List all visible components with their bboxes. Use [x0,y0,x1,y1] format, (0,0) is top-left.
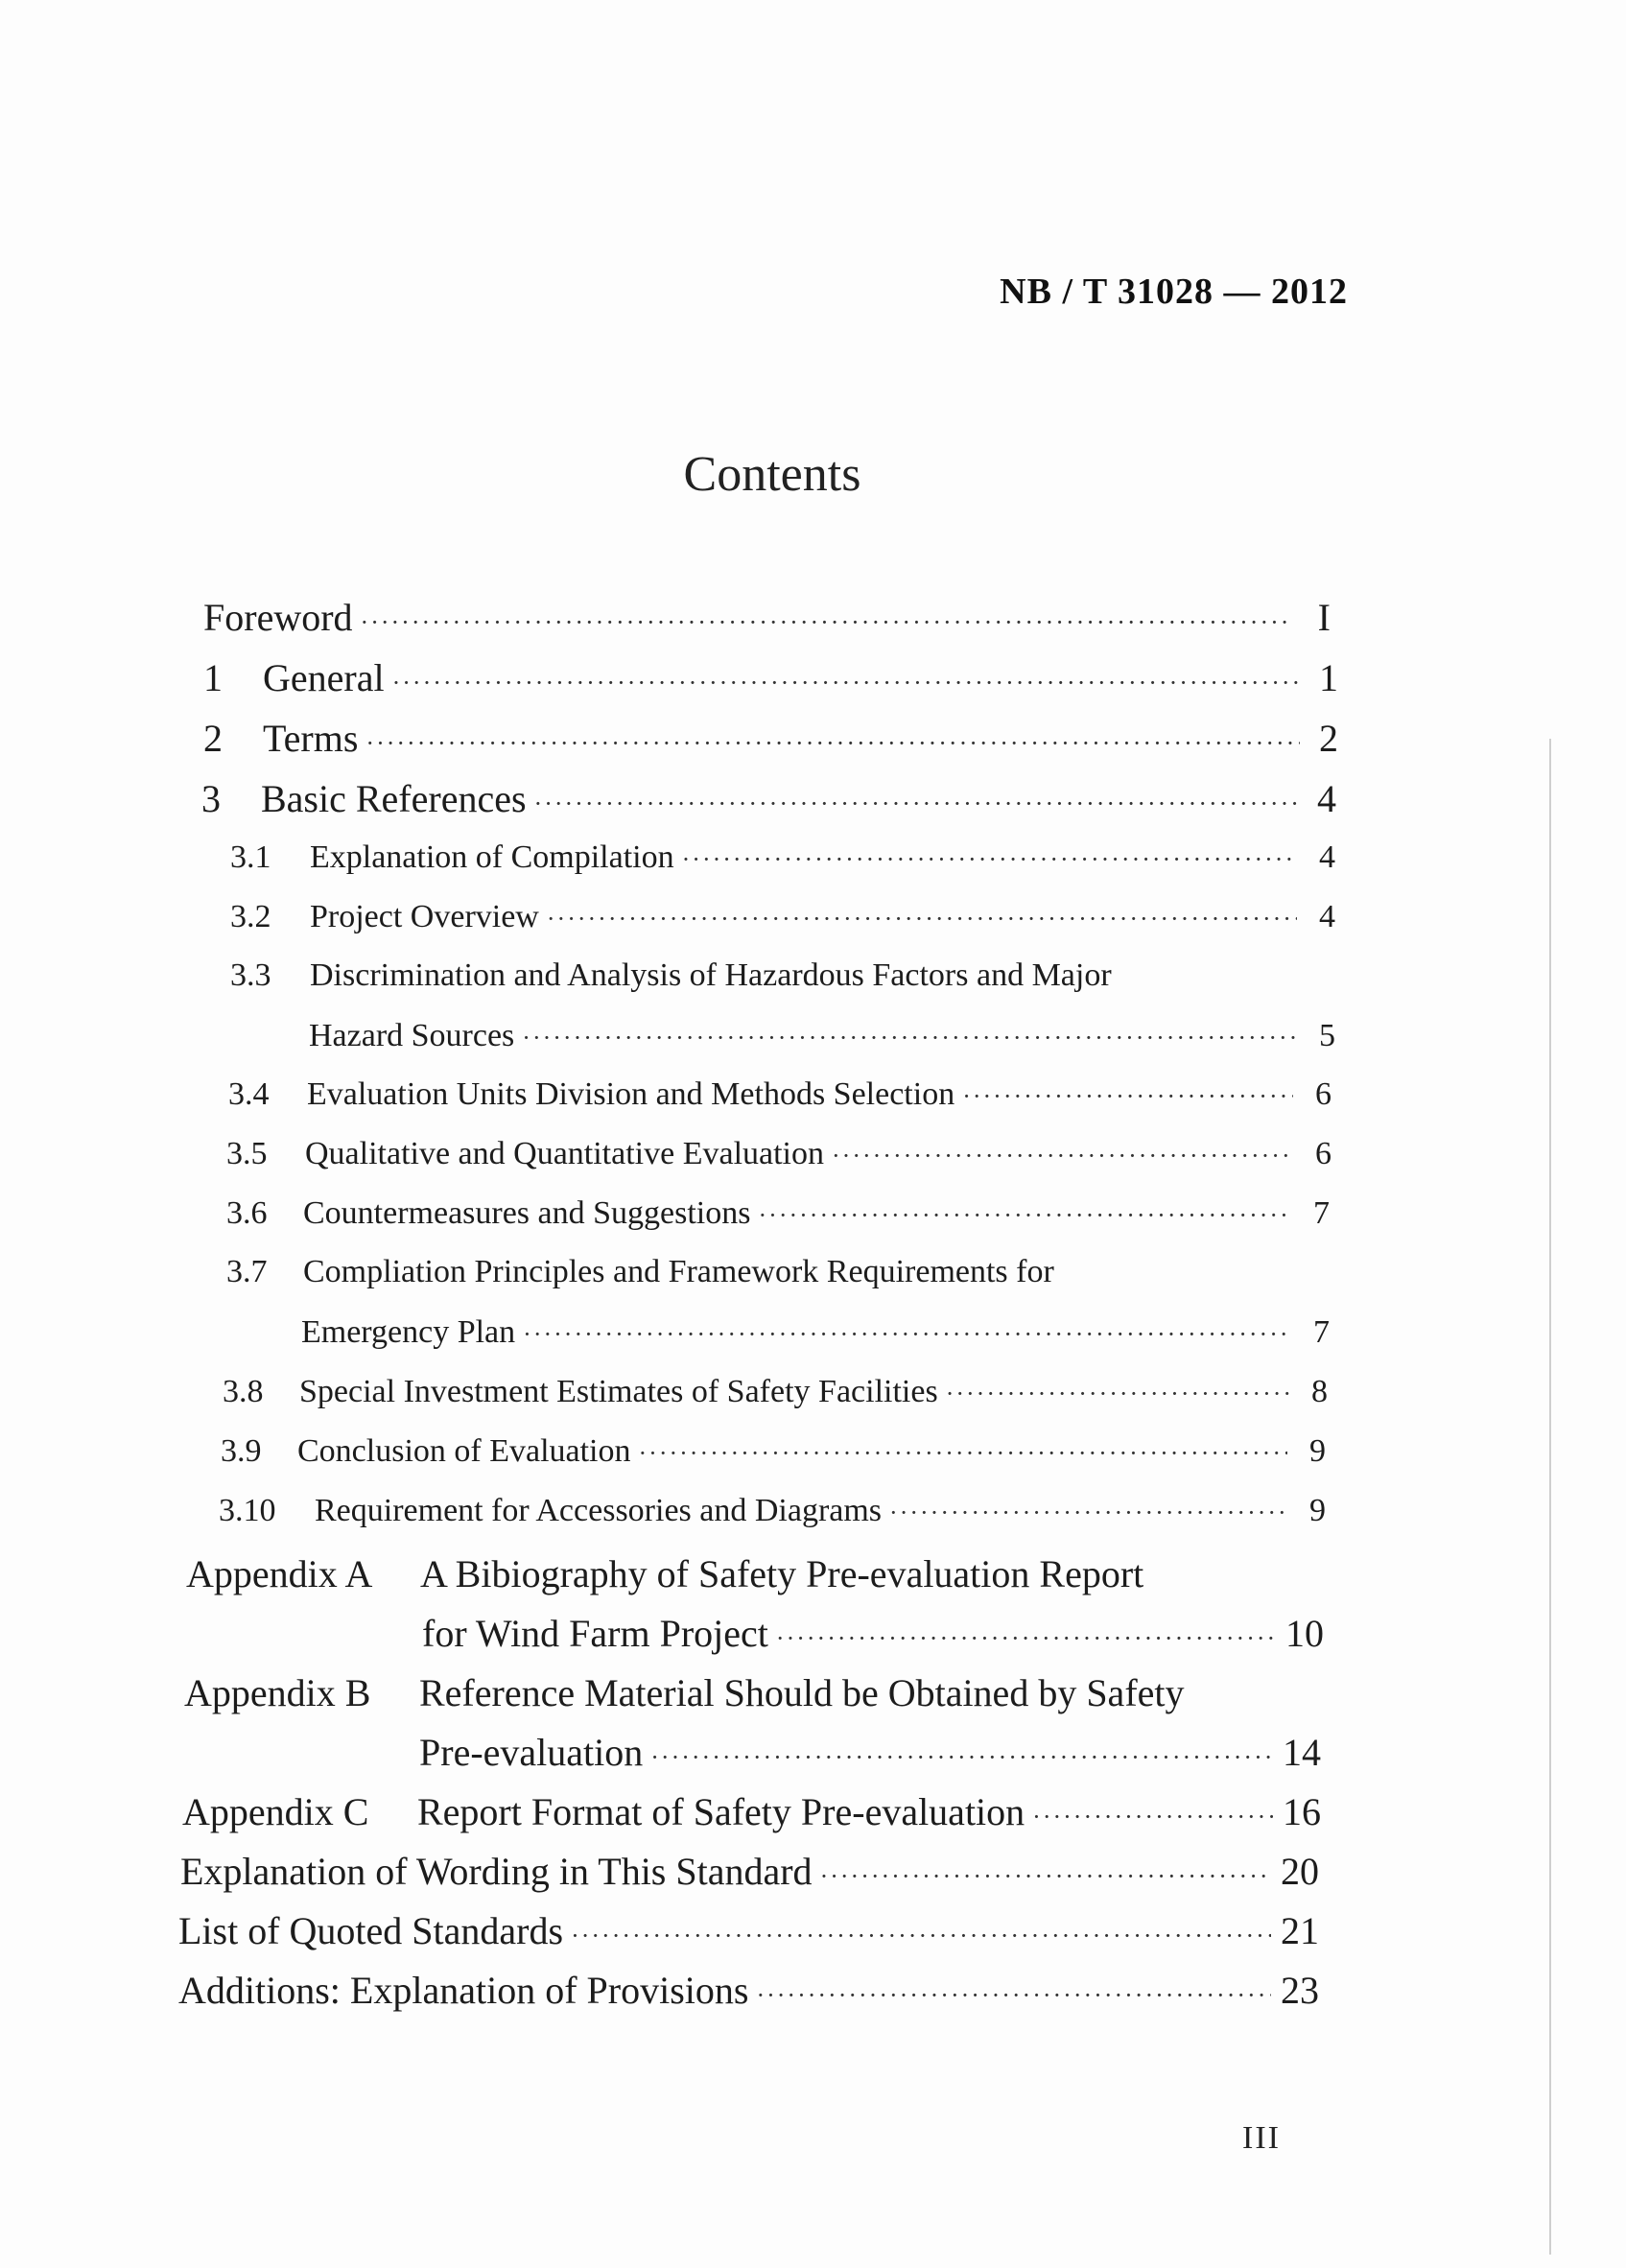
toc-entry-appendix-a-first-line [186,1551,1143,1596]
toc-page: 23 [1281,1969,1319,2012]
toc-number: Appendix B [184,1671,371,1714]
toc-page: 4 [1319,899,1335,934]
toc-leader [547,905,1297,933]
toc-page: 20 [1281,1850,1319,1893]
toc-page: 6 [1315,1136,1331,1171]
toc-page: 16 [1283,1790,1321,1833]
toc-label: Conclusion of Evaluation [297,1433,631,1469]
toc-number: 3.8 [223,1374,264,1409]
toc-label: Countermeasures and Suggestions [303,1195,751,1231]
toc-page: 1 [1319,656,1338,699]
toc-entry-quoted-standards [178,1908,1319,1966]
toc-leader [889,1499,1287,1527]
toc-page: 4 [1317,777,1336,820]
toc-entry-3-7-first-line [226,1254,1054,1290]
toc-leader [832,1142,1293,1170]
toc-entry-3-1 [230,839,1335,897]
toc-entry-3-10 [219,1493,1326,1550]
toc-entry-additions [178,1968,1319,2025]
toc-number: 3.1 [230,839,271,875]
toc-leader [639,1439,1287,1468]
toc-page: 5 [1319,1018,1335,1053]
toc-label: Terms [263,717,359,760]
toc-number: 3.4 [228,1076,270,1112]
toc-entry-3-3 [309,1018,1335,1075]
toc-label: Explanation of Wording in This Standard [180,1850,813,1893]
toc-number: 3 [201,777,221,820]
toc-number: Appendix A [186,1552,373,1595]
toc-label: Foreword [203,596,353,639]
toc-leader [534,790,1298,818]
toc-label: List of Quoted Standards [178,1909,564,1952]
toc-leader [571,1922,1271,1950]
toc-number: 3.10 [219,1493,276,1528]
toc-label: Pre-evaluation [419,1731,644,1774]
toc-page: 10 [1285,1612,1324,1655]
page-number: III [1242,2120,1281,2156]
toc-leader [962,1082,1293,1111]
toc-entry-3-4 [228,1076,1331,1134]
toc-leader [756,1981,1271,2010]
toc-entry-1 [203,655,1338,713]
toc-label: Reference Material Should be Obtained by Safety [419,1671,1185,1714]
toc-page: 14 [1283,1731,1321,1774]
toc-number: 3.7 [226,1254,268,1289]
toc-entry-3-9 [221,1433,1326,1491]
toc-leader [522,1024,1297,1052]
toc-entry-3-6 [226,1195,1330,1253]
toc-page: 6 [1315,1076,1331,1112]
toc-label: Hazard Sources [309,1018,515,1053]
toc-number: 3.2 [230,899,271,934]
toc-entry-foreword [203,595,1331,652]
toc-number: 2 [203,717,223,760]
toc-leader [650,1743,1273,1772]
toc-entry-3-8 [223,1374,1328,1431]
toc-number: 3.3 [230,957,271,993]
toc-leader [820,1862,1271,1891]
toc-page: I [1317,596,1331,639]
toc-entry-appendix-a [422,1611,1324,1668]
toc-page: 7 [1313,1314,1330,1350]
standard-id: NB / T 31028 — 2012 [1000,272,1348,312]
toc-leader [682,845,1297,874]
toc-page: 9 [1309,1493,1326,1528]
toc-page: 9 [1309,1433,1326,1469]
toc-number: 3.6 [226,1195,268,1231]
toc-label: Additions: Explanation of Provisions [178,1969,749,2012]
toc-label: Report Format of Safety Pre-evaluation [417,1790,1025,1833]
toc-entry-wording [180,1849,1319,1906]
toc-entry-3-5 [226,1136,1331,1193]
toc-entry-3-7 [301,1314,1330,1372]
toc-number: 1 [203,656,223,699]
toc-entry-3 [201,776,1336,834]
toc-label: Emergency Plan [301,1314,516,1350]
toc-leader [776,1624,1276,1653]
toc-label: General [263,656,385,699]
toc-entry-appendix-b-first-line [184,1670,1185,1715]
toc-label: A Bibiography of Safety Pre-evaluation Report [420,1552,1144,1595]
toc-leader [361,608,1292,637]
toc-label: Compliation Principles and Framework Requirements for [303,1254,1054,1289]
toc-page: 8 [1311,1374,1328,1409]
toc-leader [523,1320,1291,1349]
toc-number: 3.9 [221,1433,262,1469]
toc-label: Special Investment Estimates of Safety Facilities [299,1374,938,1409]
toc-entry-3-3-first-line [230,957,1112,994]
toc-page: 4 [1319,839,1335,875]
toc-page: 21 [1281,1909,1319,1952]
toc-page: 7 [1313,1195,1330,1231]
toc-leader [1032,1803,1273,1831]
toc-leader [392,669,1300,697]
toc-entry-appendix-c [182,1789,1321,1847]
toc-label: Evaluation Units Division and Methods Selection [307,1076,955,1112]
toc-label: Requirement for Accessories and Diagrams [315,1493,883,1528]
toc-label: Qualitative and Quantitative Evaluation [305,1136,824,1171]
toc-label: Discrimination and Analysis of Hazardous Factors and Major [310,957,1112,993]
toc-label: Project Overview [310,899,539,934]
toc-label: Explanation of Compilation [310,839,674,875]
toc-leader [759,1201,1292,1230]
toc-entry-3-2 [230,899,1335,957]
toc-label: for Wind Farm Project [422,1612,768,1655]
toc-number: 3.5 [226,1136,268,1171]
toc-entry-2 [203,716,1338,773]
toc-leader [365,729,1300,758]
toc-number: Appendix C [182,1790,369,1833]
toc-label: Basic References [261,777,527,820]
page-title: Contents [683,447,861,502]
toc-leader [946,1380,1289,1408]
toc-entry-appendix-b [419,1730,1321,1787]
toc-page: 2 [1319,717,1338,760]
